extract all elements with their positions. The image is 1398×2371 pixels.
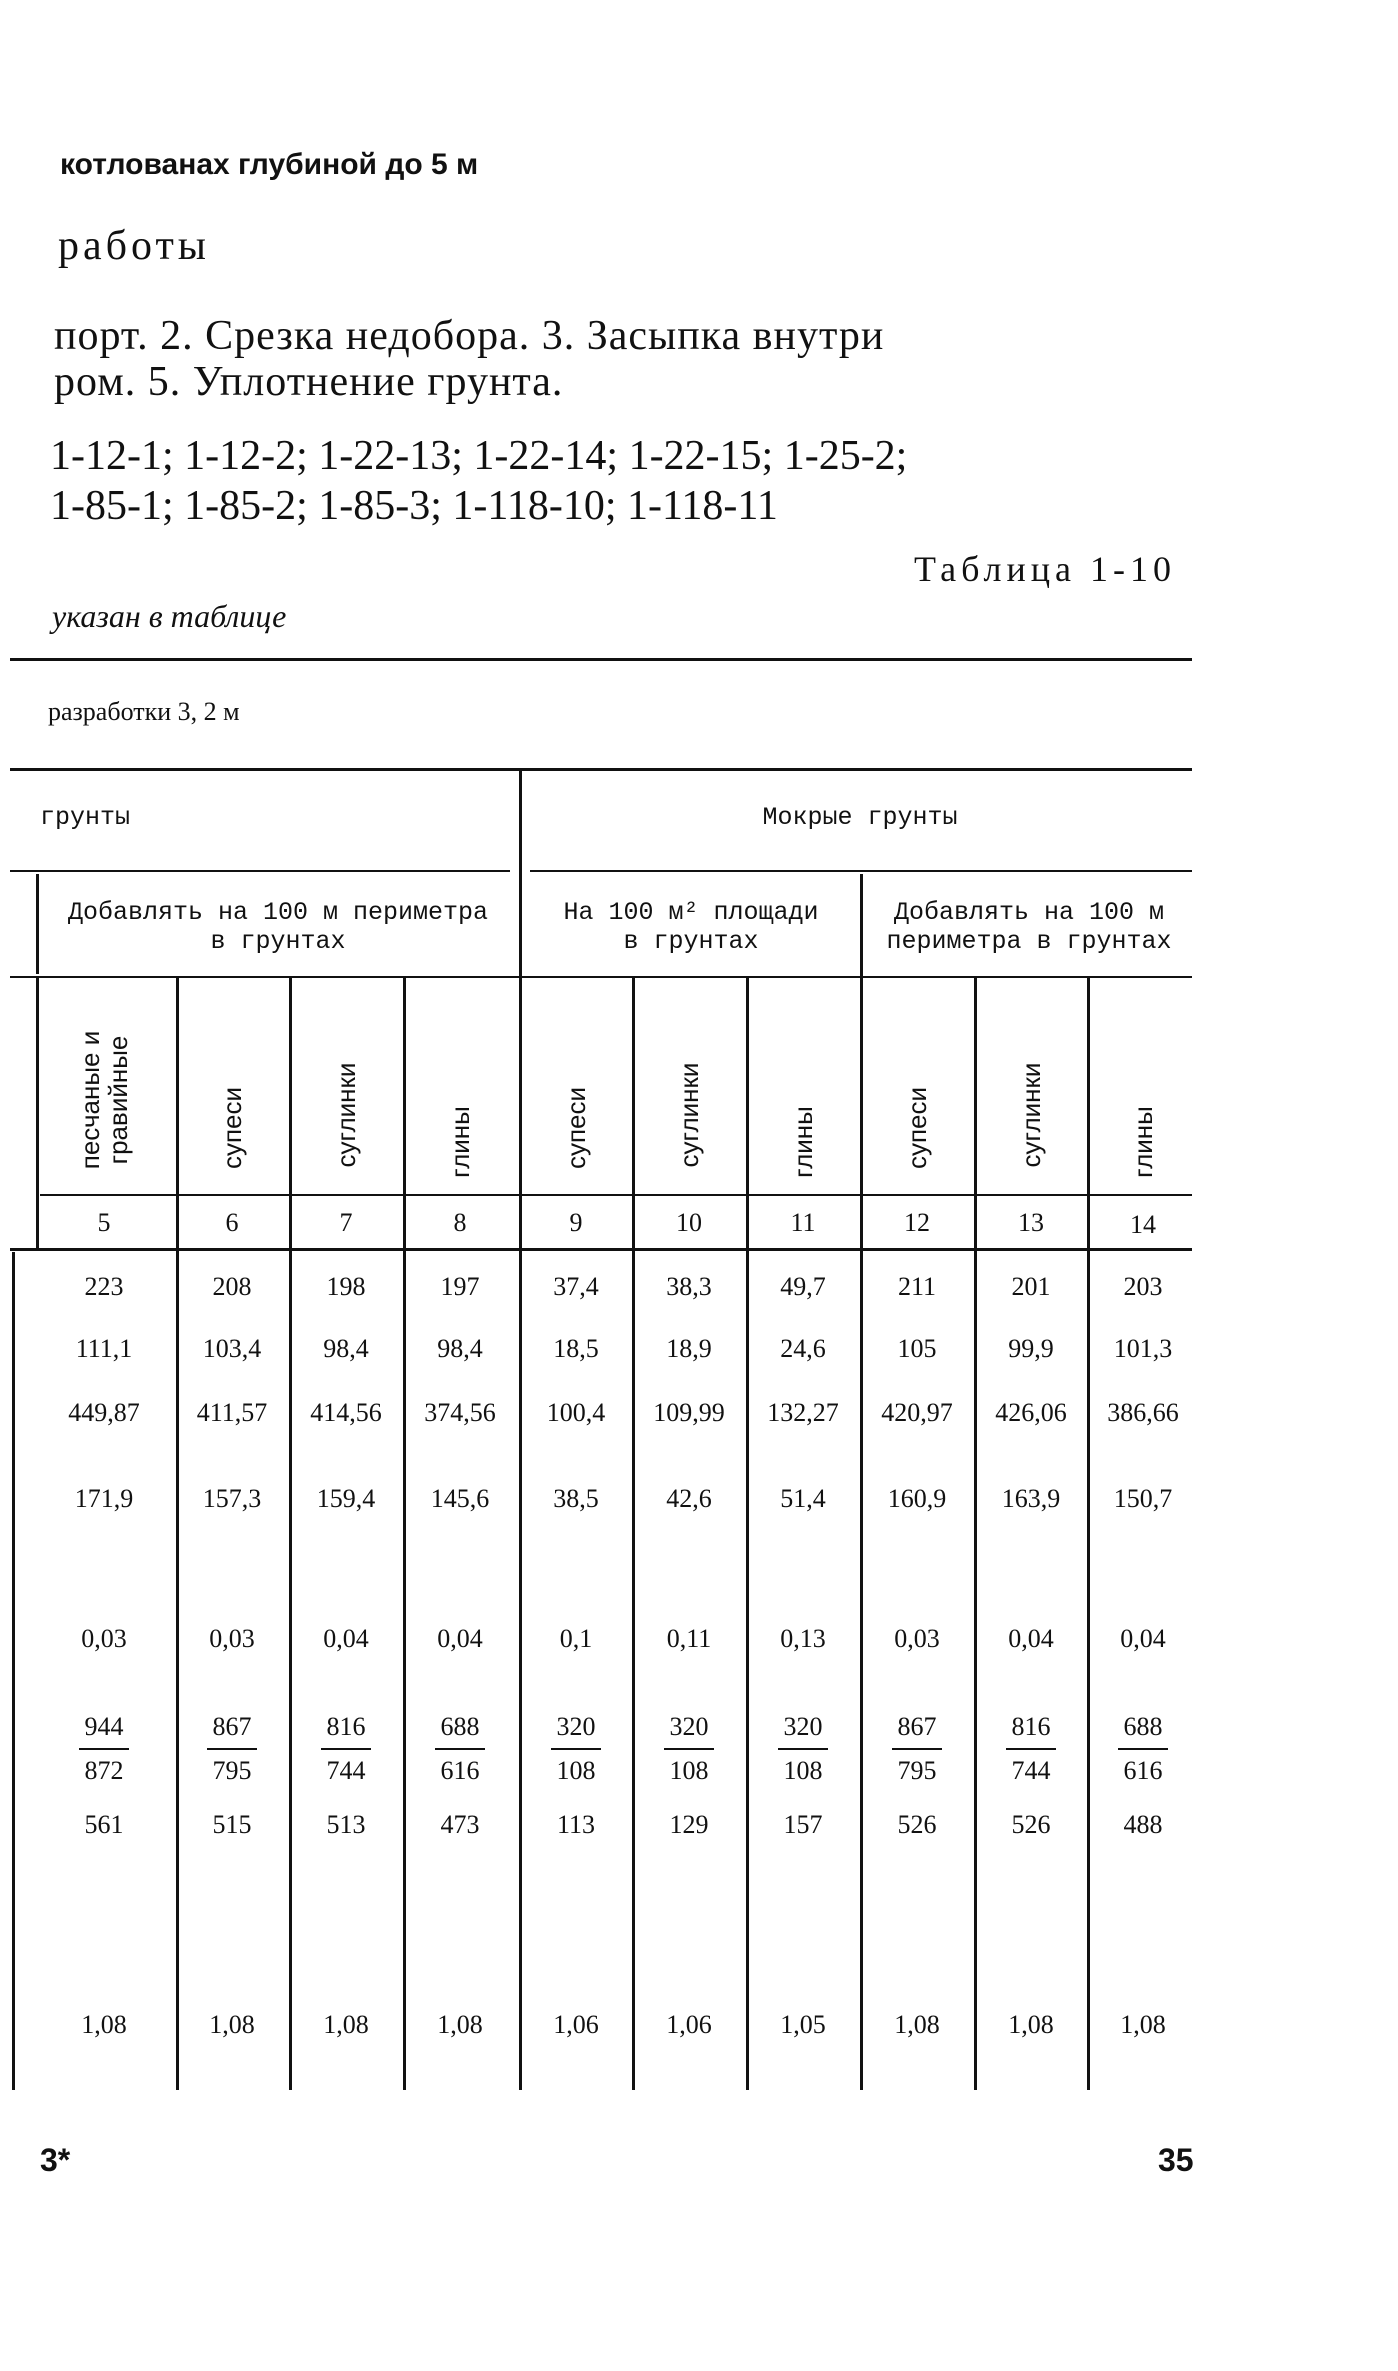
col-number: 11 [790, 1208, 816, 1237]
vline-c9 [1087, 978, 1090, 2090]
col-label-loam: суглинки [331, 1062, 361, 1168]
table-cell: 157,3 [202, 1484, 262, 1513]
fraction-line [892, 1748, 942, 1750]
table-cell: 105 [897, 1334, 937, 1363]
fraction-line [321, 1748, 371, 1750]
table-cell: 688 [1123, 1712, 1163, 1741]
table-cell: 223 [84, 1272, 124, 1301]
table-cell: 37,4 [553, 1272, 599, 1301]
table-cell: 0,03 [209, 1624, 255, 1653]
col-number: 5 [97, 1208, 111, 1237]
table-cell: 1,08 [209, 2010, 255, 2039]
table-cell: 513 [326, 1810, 366, 1839]
fraction-line [1118, 1748, 1168, 1750]
table-cell: 744 [1011, 1756, 1051, 1785]
vline-c5 [632, 978, 635, 2090]
table-cell: 386,66 [1107, 1398, 1179, 1427]
col-number: 6 [225, 1208, 239, 1237]
vline-c1 [176, 978, 179, 2090]
vline-wet-sub [860, 874, 863, 2090]
table-cell: 795 [897, 1756, 937, 1785]
rule-subgroup [10, 976, 1192, 978]
table-cell: 944 [84, 1712, 124, 1741]
table-cell: 150,7 [1113, 1484, 1173, 1513]
table-cell: 816 [326, 1712, 366, 1741]
table-cell: 488 [1123, 1810, 1163, 1839]
table-cell: 616 [440, 1756, 480, 1785]
rule-labels [40, 1194, 1192, 1196]
fraction-line [664, 1748, 714, 1750]
depth-label: разработки 3, 2 м [48, 697, 240, 726]
table-cell: 108 [783, 1756, 823, 1785]
description-line-2: ром. 5. Уплотнение грунта. [54, 359, 564, 405]
vline-c2 [289, 978, 292, 2090]
table-cell: 616 [1123, 1756, 1163, 1785]
table-cell: 867 [212, 1712, 252, 1741]
table-title: Таблица 1-10 [914, 549, 1176, 589]
table-cell: 51,4 [780, 1484, 826, 1513]
col-label-wet-clay: глины [788, 1106, 818, 1178]
work-label: работы [58, 223, 211, 269]
table-cell: 38,3 [666, 1272, 712, 1301]
header-dry-group: грунты [40, 803, 131, 832]
fraction-line [551, 1748, 601, 1750]
table-cell: 1,06 [666, 2010, 712, 2039]
table-cell: 795 [212, 1756, 252, 1785]
table-cell: 42,6 [666, 1484, 712, 1513]
col-number: 12 [904, 1208, 930, 1237]
table-cell: 0,04 [437, 1624, 483, 1653]
fraction-line [1006, 1748, 1056, 1750]
table-cell: 159,4 [316, 1484, 376, 1513]
vline-dry-wet [519, 770, 522, 2090]
table-cell: 449,87 [68, 1398, 140, 1427]
table-cell: 108 [556, 1756, 596, 1785]
fraction-line [778, 1748, 828, 1750]
codes-line-1: 1-12-1; 1-12-2; 1-22-13; 1-22-14; 1-22-15; 1-25-2; [50, 433, 908, 479]
rule-numbers [10, 1248, 1192, 1251]
section-heading: котлованах глубиной до 5 м [60, 148, 479, 181]
vline-outer-left [12, 1252, 15, 2090]
table-cell: 100,4 [546, 1398, 606, 1427]
table-cell: 171,9 [74, 1484, 134, 1513]
table-cell: 38,5 [553, 1484, 599, 1513]
table-cell: 1,06 [553, 2010, 599, 2039]
table-cell: 145,6 [430, 1484, 490, 1513]
codes-line-2: 1-85-1; 1-85-2; 1-85-3; 1-118-10; 1-118-11 [50, 483, 778, 529]
table-cell: 18,5 [553, 1334, 599, 1363]
table-cell: 157 [783, 1810, 823, 1839]
table-cell: 420,97 [881, 1398, 953, 1427]
table-cell: 526 [1011, 1810, 1051, 1839]
col-number: 7 [339, 1208, 353, 1237]
table-cell: 320 [669, 1712, 709, 1741]
rule-top [10, 658, 1192, 661]
rule-dry-group [10, 870, 510, 872]
table-cell: 0,03 [81, 1624, 127, 1653]
col-number: 10 [676, 1208, 702, 1237]
col-number: 14 [1130, 1210, 1156, 1239]
table-cell: 0,03 [894, 1624, 940, 1653]
table-cell: 0,04 [1120, 1624, 1166, 1653]
table-cell: 24,6 [780, 1334, 826, 1363]
table-cell: 744 [326, 1756, 366, 1785]
col-number: 9 [569, 1208, 583, 1237]
vline-c6 [746, 978, 749, 2090]
table-cell: 203 [1123, 1272, 1163, 1301]
header-wet-per-perimeter: Добавлять на 100 м периметра в грунтах [886, 898, 1172, 956]
vline-left-sub [36, 874, 39, 974]
table-cell: 867 [897, 1712, 937, 1741]
table-cell: 1,08 [81, 2010, 127, 2039]
table-cell: 111,1 [75, 1334, 133, 1363]
table-cell: 0,04 [1008, 1624, 1054, 1653]
col-label-wet2-clay: глины [1128, 1106, 1158, 1178]
table-cell: 473 [440, 1810, 480, 1839]
table-cell: 1,08 [894, 2010, 940, 2039]
table-cell: 103,4 [202, 1334, 262, 1363]
table-cell: 374,56 [424, 1398, 496, 1427]
table-cell: 211 [897, 1272, 937, 1301]
table-cell: 198 [326, 1272, 366, 1301]
col-label-wet2-loam: суглинки [1016, 1062, 1046, 1168]
table-cell: 160,9 [887, 1484, 947, 1513]
table-note: указан в таблице [52, 598, 287, 634]
header-wet-group: Мокрые грунты [762, 803, 958, 832]
table-cell: 18,9 [666, 1334, 712, 1363]
header-wet-per-area: На 100 м² площади в грунтах [563, 898, 819, 956]
table-cell: 208 [212, 1272, 252, 1301]
table-cell: 108 [669, 1756, 709, 1785]
table-cell: 98,4 [323, 1334, 369, 1363]
col-number: 8 [453, 1208, 467, 1237]
table-cell: 99,9 [1008, 1334, 1054, 1363]
col-label-clay: глины [445, 1106, 475, 1178]
fraction-line [79, 1748, 129, 1750]
table-cell: 49,7 [780, 1272, 826, 1301]
table-cell: 1,08 [323, 2010, 369, 2039]
col-number: 13 [1018, 1208, 1044, 1237]
table-cell: 1,08 [437, 2010, 483, 2039]
table-cell: 109,99 [653, 1398, 725, 1427]
table-cell: 320 [783, 1712, 823, 1741]
footer-signature-mark: 3* [40, 2142, 71, 2178]
table-cell: 0,13 [780, 1624, 826, 1653]
vline-c3 [403, 978, 406, 2090]
table-cell: 0,1 [559, 1624, 593, 1653]
table-cell: 411,57 [196, 1398, 268, 1427]
table-cell: 1,05 [780, 2010, 826, 2039]
table-cell: 320 [556, 1712, 596, 1741]
col-label-sandy-loam: супеси [217, 1086, 247, 1170]
rule-wet-group [530, 870, 1192, 872]
page-number: 35 [1158, 2142, 1194, 2178]
fraction-line [435, 1748, 485, 1750]
table-cell: 561 [84, 1810, 124, 1839]
col-label-sandy-gravel: песчаные и гравийные [75, 1030, 133, 1170]
table-cell: 113 [556, 1810, 596, 1839]
table-cell: 688 [440, 1712, 480, 1741]
table-cell: 526 [897, 1810, 937, 1839]
table-cell: 197 [440, 1272, 480, 1301]
table-cell: 101,3 [1113, 1334, 1173, 1363]
description-line-1: порт. 2. Срезка недобора. 3. Засыпка внутри [54, 313, 885, 359]
col-label-wet-sandy-loam: супеси [561, 1086, 591, 1170]
table-cell: 163,9 [1001, 1484, 1061, 1513]
vline-left [36, 978, 39, 1250]
col-label-wet2-sandy-loam: супеси [902, 1086, 932, 1170]
table-cell: 129 [669, 1810, 709, 1839]
table-cell: 414,56 [310, 1398, 382, 1427]
header-dry-per-perimeter: Добавлять на 100 м периметра в грунтах [67, 898, 489, 956]
table-cell: 201 [1011, 1272, 1051, 1301]
table-cell: 515 [212, 1810, 252, 1839]
table-cell: 0,11 [666, 1624, 712, 1653]
table-cell: 426,06 [995, 1398, 1067, 1427]
table-cell: 816 [1011, 1712, 1051, 1741]
rule-header-top [10, 768, 1192, 771]
table-cell: 98,4 [437, 1334, 483, 1363]
vline-c8 [974, 978, 977, 2090]
table-cell: 872 [84, 1756, 124, 1785]
fraction-line [207, 1748, 257, 1750]
table-cell: 1,08 [1008, 2010, 1054, 2039]
col-label-wet-loam: суглинки [674, 1062, 704, 1168]
table-cell: 132,27 [767, 1398, 839, 1427]
table-cell: 0,04 [323, 1624, 369, 1653]
table-cell: 1,08 [1120, 2010, 1166, 2039]
